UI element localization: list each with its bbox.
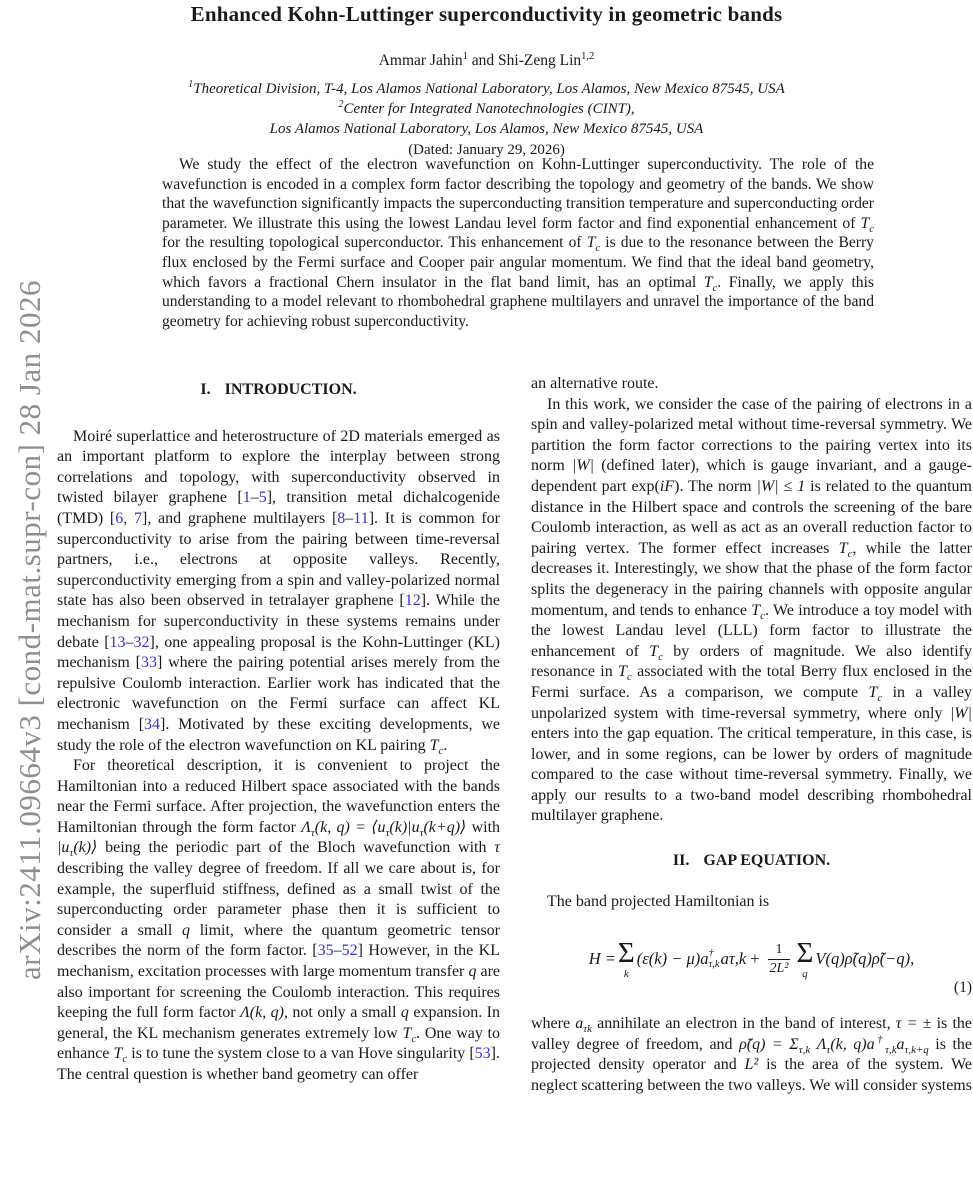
date-line: (Dated: January 29, 2026) bbox=[408, 142, 565, 158]
paper-title: Enhanced Kohn-Luttinger superconductivity in geometric bands bbox=[190, 2, 783, 26]
intro-paragraph-2: For theoretical description, it is convenient to project the Hamiltonian into a reduced Hilbert space associated with the bands near the Fermi surface. After projection, the wavefunction enters the Hamiltonian through the form factor $\Lambda_\tau(k$, $q) = ⟨u_\tau(k)|u_\tau(k+q)⟩$ with $|u_\tau(k)⟩$ being the periodic part of the Bloch wavefunction with τ describing the valley degree of freedom. If all we care about is, for example, the superfluid stiffness, defined as a small twist of the superconducting order parameter phase then it is sufficient to consider a small q limit, where the quantum geometric tensor describes the norm of the form factor. [35–52] However, in the KL mechanism, excitation processes with large momentum transfer q are also important for screening the Coulomb interaction. This requires keeping the full form factor Λ(k, q), not only a small q expansion. In general, the KL mechanism generates extremely low $T_c$. One way to enhance $T_c$ is to tune the system close to a van Hove singularity [53]. The central question is whether band geometry can offer bbox=[57, 757, 501, 1083]
equation-number: (1) bbox=[953, 978, 972, 996]
valley-momentum-subscript: τ,k bbox=[708, 959, 720, 971]
fraction-denominator: 2L² bbox=[769, 960, 789, 976]
gap-paragraph-after-equation: where $a_{\tau k}$ annihilate an electron in the band of interest, τ = ± is the valley degree of freedom, and ρ̃(q) = $\Sigma_{\tau,k}$ $\Lambda_\tau(k$, $q)a^\dagger_{\tau,k}a_{\tau,k+q}$ is the projected density operator and L² is the area of the system. We neglect scattering between the two valleys. We will consider systems bbox=[531, 1015, 973, 1095]
citation-link[interactable]: 5 bbox=[258, 489, 267, 507]
citation-link[interactable]: 12 bbox=[404, 592, 421, 610]
abstract-text: We study the effect of the electron wavefunction on Kohn-Luttinger superconductivity. The role of the wavefunction is encoded in a complex form factor describing the topology and geometry of the bands. We show that the wavefunction significantly impacts the superconducting transition temperature and superconducting order parameter. We illustrate this using the lowest Landau level form factor and find exponential enhancement of $T_c$ for the resulting topological superconductor. This enhancement of $T_c$ is due to the resonance between the Berry flux enclosed by the Fermi surface and Cooper pair angular momentum. We find that the ideal band geometry, which favors a fractional Chern insulator in the flat band limit, has an optimal $T_c$. Finally, we apply this understanding to a model relevant to rhombohedral graphene multilayers and unravel the importance of the band geometry for achieving robust superconductivity. bbox=[162, 156, 874, 330]
left-column bbox=[57, 380, 500, 1086]
section-number: I. bbox=[200, 381, 211, 398]
intro-paragraph-2-continued: an alternative route. bbox=[531, 375, 659, 392]
sum-limit: q bbox=[802, 967, 808, 980]
affiliation-line: $^2$Center for Integrated Nanotechnologies (CINT), bbox=[338, 99, 635, 117]
section-heading-gap-equation bbox=[531, 851, 972, 872]
citation-link[interactable]: 52 bbox=[341, 942, 358, 960]
citation-link[interactable]: 1 bbox=[242, 489, 251, 507]
intro-paragraph-3: In this work, we consider the case of the pairing of electrons in a spin and valley-polarized metal without time-reversal symmetry. We partition the form factor corrections to the pairing vertex into its norm |W| (defined later), which is gauge invariant, and a gauge-dependent part exp(iF). The norm |W| ≤ 1 is related to the quantum distance in the Hilbert space and controls the screening of the bare Coulomb interaction, as well as act as an overall reduction factor to pairing vertex. The former effect increases $T_c$, while the latter decreases it. Interestingly, we show that the phase of the form factor splits the degeneracy in the pairing channels with opposite angular momentum, and tends to enhance $T_c$. We introduce a toy model with the lowest Landau level (LLL) form factor to illustrate the enhancement of $T_c$ by orders of magnitude. We also identify resonance in $T_c$ associated with the total Berry flux enclosed in the Fermi surface. As a comparison, we compute $T_c$ in a valley unpolarized system with time-reversal symmetry, where only |W| enters into the gap equation. The critical temperature, in this case, is lower, and in some regions, can be lower by orders of magnitude compared to the case without time-reversal symmetry. Finally, we apply our results to a two-band model describing rhombohedral multilayer graphene. bbox=[531, 395, 973, 825]
citation-link[interactable]: 8 bbox=[337, 509, 346, 527]
affiliation-line: Los Alamos National Laboratory, Los Alamos, New Mexico 87545, USA bbox=[269, 121, 704, 137]
affiliation-line: $^1$Theoretical Division, T-4, Los Alamos National Laboratory, Los Alamos, New Mexico 87545, USA bbox=[188, 79, 785, 97]
equation-term-interaction: V(q)ρ̃(q)ρ̃(−q), bbox=[815, 948, 915, 968]
section-title: GAP EQUATION. bbox=[703, 852, 831, 870]
citation-link[interactable]: 34 bbox=[144, 715, 161, 733]
affiliation-block bbox=[0, 79, 973, 139]
fraction-numerator: 1 bbox=[775, 942, 783, 958]
arxiv-watermark: arXiv:2411.09664v3 [cond-mat.supr-con] 28 Jan 2026 bbox=[12, 280, 47, 980]
section-title: INTRODUCTION. bbox=[224, 381, 357, 398]
equation-term-kinetic: (ε(k) − μ)a bbox=[636, 948, 709, 968]
citation-link[interactable]: 35 bbox=[317, 942, 334, 960]
citation-link[interactable]: 11 bbox=[353, 509, 369, 527]
operator-dagger-indices bbox=[709, 948, 720, 971]
fraction-one-over-2L2 bbox=[768, 941, 791, 977]
sigma-symbol: Σ bbox=[617, 936, 635, 969]
citation-link[interactable]: 7 bbox=[134, 509, 142, 527]
sigma-symbol: Σ bbox=[796, 936, 814, 969]
citation-link[interactable]: 53 bbox=[474, 1045, 491, 1063]
citation-link[interactable]: 13 bbox=[109, 633, 126, 651]
right-column bbox=[531, 374, 972, 1097]
annihilation-operator: a bbox=[720, 948, 729, 968]
dagger-superscript: † bbox=[708, 947, 714, 959]
equation-1: H = Σ k (ε(k) − μ)a † τ,k a τ,k + $\frac{1}{\text{2L²}}$ Σ q V(q)ρ̃(q)ρ̃(−q), (1) bbox=[531, 928, 972, 990]
section-number: II. bbox=[672, 852, 690, 870]
sum-operator bbox=[796, 936, 814, 980]
intro-paragraph-1: Moiré superlattice and heterostructure of 2D materials emerged as an important platform to explore the interplay between strong correlations and topology, with superconductivity observed in twisted bilayer graphene [1–5], transition metal dichalcogenide (TMD) [6, 7], and graphene multilayers [8–11]. It is common for superconductivity to arise from the pairing between time-reversal partners, i.e., electrons at opposite valleys. Recently, superconductivity emerging from a spin and valley-polarized normal state has also been observed in tetralayer graphene [12]. While the mechanism for superconductivity in these systems remains under debate [13–32], one appealing proposal is the Kohn-Luttinger (KL) mechanism [33] where the pairing potential arises merely from the repulsive Coulomb interaction. Earlier work has indicated that the electronic wavefunction on the Fermi surface can affect KL mechanism [34]. Motivated by these exciting developments, we study the role of the electron wavefunction on KL pairing $T_c$. bbox=[57, 427, 501, 757]
plus-sign: + bbox=[750, 948, 760, 968]
author-line: Ammar Jahin$^1$ and Shi-Zeng Lin$^{1,2}$ bbox=[378, 50, 595, 69]
equation-lhs: H = bbox=[588, 948, 616, 968]
gap-lead-sentence: The band projected Hamiltonian is bbox=[547, 892, 770, 910]
section-heading-introduction bbox=[57, 380, 500, 401]
paper-header bbox=[0, 0, 973, 159]
sum-operator bbox=[617, 936, 635, 980]
citation-link[interactable]: 32 bbox=[133, 633, 150, 651]
citation-link[interactable]: 6 bbox=[115, 509, 124, 527]
citation-link[interactable]: 33 bbox=[140, 654, 157, 672]
sum-limit: k bbox=[623, 967, 629, 980]
